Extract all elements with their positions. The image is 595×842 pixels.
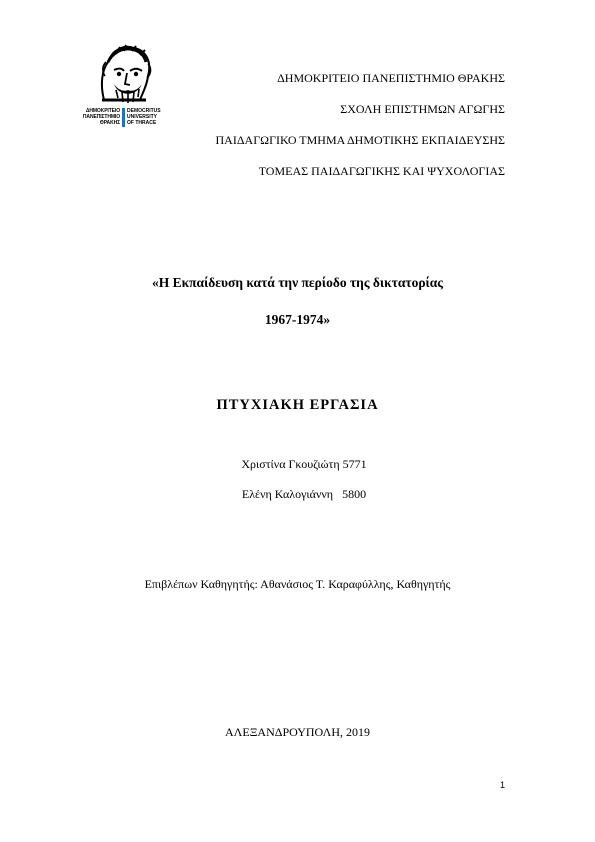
page-number: 1	[499, 780, 505, 790]
sector-name: ΤΟΜΕΑΣ ΠΑΙΔΑΓΩΓΙΚΗΣ ΚΑΙ ΨΥΧΟΛΟΓΙΑΣ	[258, 164, 505, 178]
university-logo	[62, 40, 174, 132]
thesis-title-line-2: 1967-1974»	[264, 312, 331, 327]
school-name: ΣΧΟΛΗ ΕΠΙΣΤΗΜΩΝ ΑΓΩΓΗΣ	[340, 102, 505, 116]
logo-text-greek: ΔΗΜΟΚΡΙΤΕΙΟ ΠΑΝΕΠΙΣΤΗΜΙΟ ΘΡΑΚΗΣ	[82, 108, 120, 126]
logo-text-english: DEMOCRITUS UNIVERSITY OF THRACE	[127, 108, 161, 126]
logo-divider-bar	[122, 108, 125, 127]
democritus-bust-icon	[90, 40, 158, 106]
author-1: Χριστίνα Γκουζιώτη 5771	[241, 457, 367, 471]
department-name: ΠΑΙΔΑΓΩΓΙΚΟ ΤΜΗΜΑ ΔΗΜΟΤΙΚΗΣ ΕΚΠΑΙΔΕΥΣΗΣ	[215, 133, 505, 147]
thesis-type: ΠΤΥΧΙΑΚΗ ΕΡΓΑΣΙΑ	[216, 397, 379, 413]
thesis-title-line-1: «Η Εκπαίδευση κατά την περίοδο της δικτατορίας	[152, 275, 443, 290]
supervisor: Επιβλέπων Καθηγητής: Αθανάσιος Τ. Καραφύλλης, Καθηγητής	[144, 577, 451, 591]
place-date: ΑΛΕΞΑΝΔΡΟΥΠΟΛΗ, 2019	[225, 725, 370, 739]
author-2: Ελένη Καλογιάννη 5800	[241, 487, 367, 501]
university-name: ΔΗΜΟΚΡΙΤΕΙΟ ΠΑΝΕΠΙΣΤΗΜΙΟ ΘΡΑΚΗΣ	[277, 71, 505, 85]
